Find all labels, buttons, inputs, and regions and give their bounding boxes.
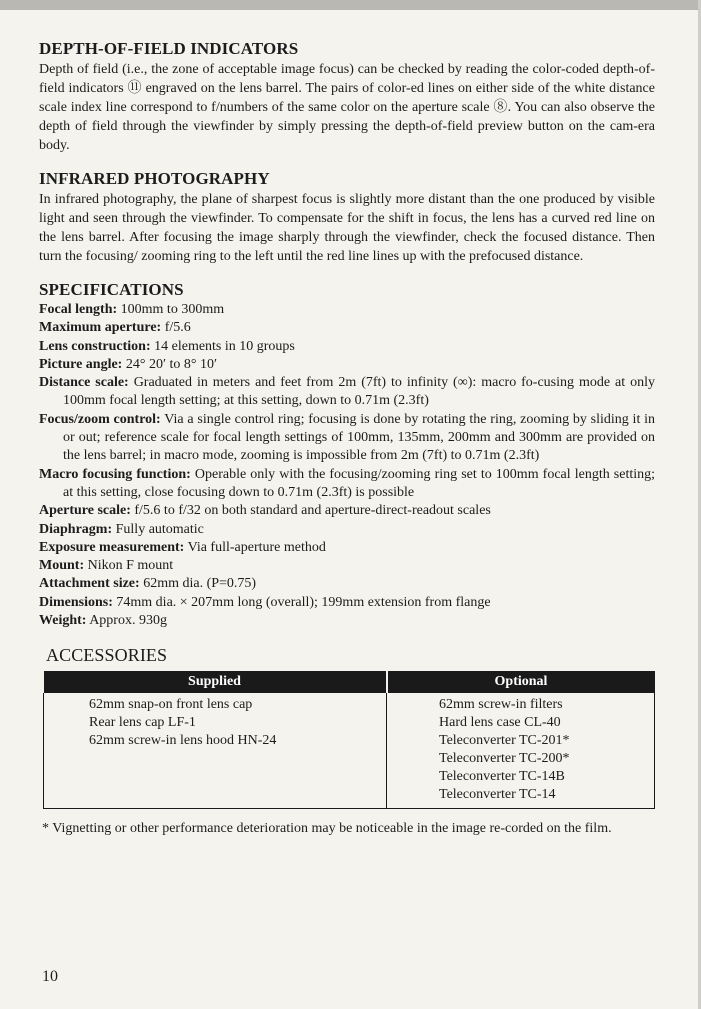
spec-label: Weight: (39, 613, 87, 629)
scan-top-band (0, 0, 701, 10)
accessories-footnote: * Vignetting or other performance deterioration may be noticeable in the image re-corded on the film. (42, 821, 612, 837)
paragraph-depth-of-field: Depth of field (i.e., the zone of acceptable image focus) can be checked by reading the color-coded depth-of-field indicators ⑪ engraved on the lens barrel. The pairs of color-ed lines on either side of the white distance scale index line correspond to f/numbers of the same color on the aperture scale ⑧. You can also observe the depth of field through the viewfinder by simply pressing the depth-of-field preview button on the cam-era body. (39, 62, 655, 153)
accessories-table (43, 671, 655, 809)
spec-value: Fully automatic (115, 521, 204, 537)
spec-item (39, 521, 655, 539)
section-infrared (39, 168, 655, 266)
spec-label: Maximum aperture: (39, 320, 162, 336)
section-title-depth-of-field: DEPTH-OF-FIELD INDICATORS (39, 39, 299, 58)
spec-item (39, 374, 655, 411)
spec-value: 24° 20′ to 8° 10′ (125, 356, 218, 372)
spec-value: Nikon F mount (87, 558, 174, 574)
spec-value: 100mm to 300mm (120, 302, 225, 317)
spec-label: Macro focusing function: (39, 466, 191, 482)
spec-item (39, 539, 655, 557)
spec-item (39, 612, 655, 630)
optional-item: Hard lens case CL-40 (439, 715, 561, 731)
section-accessories (39, 644, 655, 838)
spec-value: f/5.6 (164, 320, 191, 336)
spec-label: Picture angle: (39, 356, 123, 372)
optional-item: Teleconverter TC-14B (439, 769, 565, 785)
section-title-accessories: ACCESSORIES (46, 645, 168, 666)
spec-label: Lens construction: (39, 338, 151, 354)
spec-label: Mount: (39, 558, 85, 574)
spec-value: 62mm dia. (P=0.75) (143, 576, 257, 592)
supplied-item: 62mm screw-in lens hood HN-24 (89, 733, 277, 749)
spec-value: Operable only with the focusing/zooming ring set to 100mm focal length setting; at this setting, close focusing down to 0.71m (2.3ft) is possible (63, 466, 656, 500)
section-specifications (39, 279, 655, 630)
spec-label: Exposure measurement: (39, 539, 185, 555)
spec-item (39, 319, 655, 337)
spec-value: Graduated in meters and feet from 2m (7ft) to infinity (∞): macro fo-cusing mode at only 100mm focal length setting; at this setting, down to 0.71m (2.3ft) (63, 375, 655, 409)
spec-label: Focus/zoom control: (39, 411, 161, 427)
spec-item (39, 575, 655, 593)
spec-item (39, 338, 655, 356)
optional-header: Optional (387, 671, 655, 693)
spec-item (39, 356, 655, 374)
section-title-infrared: INFRARED PHOTOGRAPHY (39, 169, 270, 188)
section-depth-of-field (39, 38, 655, 155)
spec-value: Via a single control ring; focusing is done by rotating the ring, zooming by sliding it in or out; reference scale for focal length settings of 100mm, 135mm, 200mm and 300mm are provided on the lens barrel; in macro mode, zooming is impossible from 2m (7ft) to 0.71m (2.3ft) (63, 411, 655, 464)
spec-label: Dimensions: (39, 594, 113, 610)
paragraph-infrared: In infrared photography, the plane of sharpest focus is slightly more distant than the one produced by visible light and seen through the viewfinder. To compensate for the shift in focus, the lens has a curved red line on the lens barrel. After focusing the image sharply through the viewfinder, check the focused distance. Then turn the focusing/ zooming ring to the left until the red line lines up with the prefocused distance. (39, 192, 655, 264)
spec-item (39, 594, 655, 612)
spec-value: 14 elements in 10 groups (154, 338, 295, 354)
manual-page (39, 38, 655, 838)
spec-value: 74mm dia. × 207mm long (overall); 199mm extension from flange (116, 594, 491, 610)
supplied-item: 62mm snap-on front lens cap (89, 697, 253, 713)
section-title-specifications: SPECIFICATIONS (39, 280, 184, 299)
spec-list (39, 301, 655, 630)
supplied-item: Rear lens cap LF-1 (89, 715, 196, 731)
spec-label: Distance scale: (39, 375, 129, 391)
spec-value: Approx. 930g (89, 613, 167, 629)
spec-label: Diaphragm: (39, 521, 113, 537)
spec-item (39, 411, 655, 466)
page-number: 10 (42, 968, 58, 985)
spec-value: f/5.6 to f/32 on both standard and aperture-direct-readout scales (134, 503, 491, 519)
spec-label: Attachment size: (39, 576, 140, 592)
spec-item (39, 466, 655, 503)
optional-item: Teleconverter TC-14 (439, 787, 556, 803)
optional-item: Teleconverter TC-200* (439, 751, 570, 767)
spec-label: Focal length: (39, 302, 118, 317)
optional-item: Teleconverter TC-201* (439, 733, 570, 749)
spec-item (39, 557, 655, 575)
spec-value: Via full-aperture method (187, 539, 326, 555)
supplied-column (44, 693, 387, 809)
supplied-header: Supplied (44, 671, 387, 693)
spec-item (39, 502, 655, 520)
optional-column (387, 693, 655, 809)
spec-label: Aperture scale: (39, 503, 131, 519)
spec-item (39, 301, 655, 319)
optional-item: 62mm screw-in filters (439, 697, 563, 713)
